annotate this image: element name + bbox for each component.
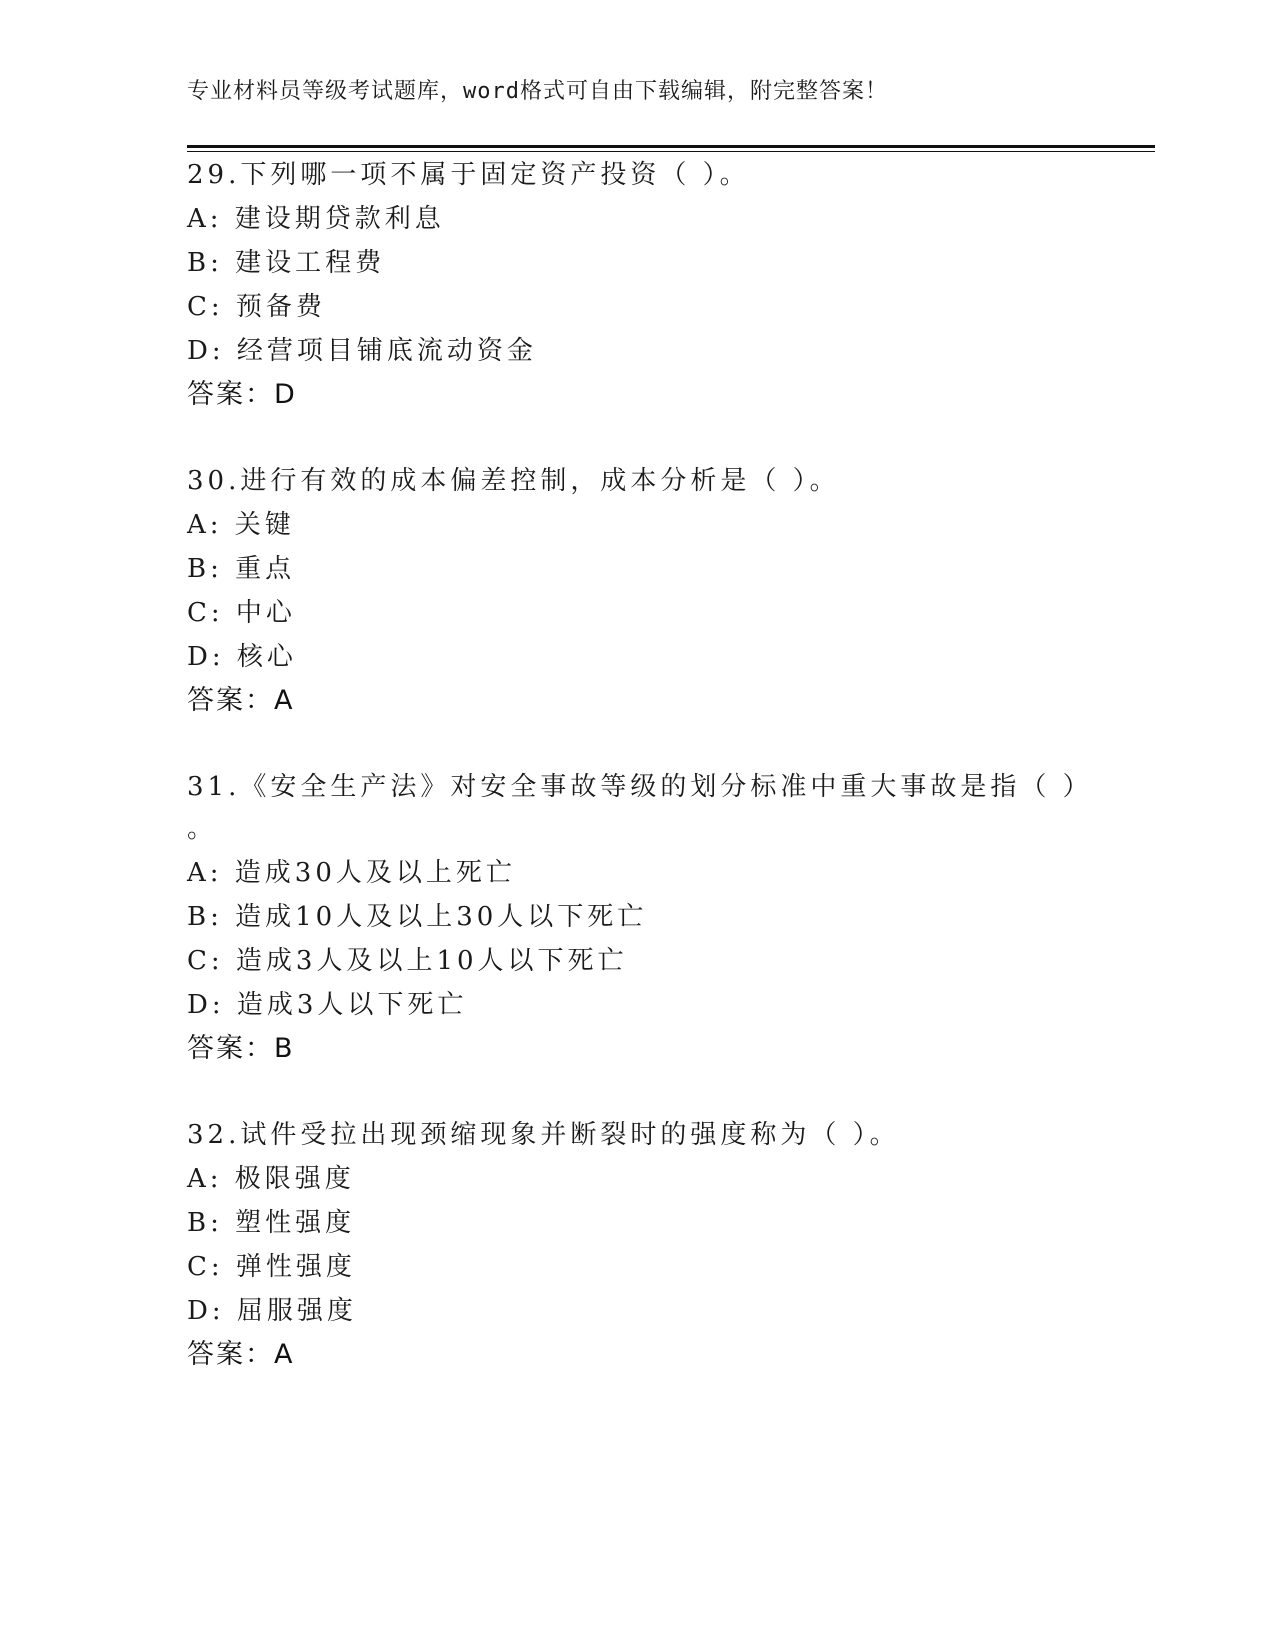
question-31-option-a: A: 造成30人及以上死亡 (187, 858, 516, 888)
question-31-stem-continuation: 。 (187, 814, 218, 844)
question-32-option-a: A: 极限强度 (187, 1164, 355, 1194)
question-29-option-d: D: 经营项目铺底流动资金 (187, 336, 537, 366)
question-32-answer: 答案：A (187, 1339, 295, 1370)
question-31-option-c: C: 造成3人及以上10人以下死亡 (187, 946, 628, 976)
question-29-option-b: B: 建设工程费 (187, 248, 386, 278)
header-divider-thin (187, 151, 1155, 152)
question-29-answer: 答案：D (187, 379, 297, 410)
question-29-option-c: C: 预备费 (187, 292, 326, 322)
question-31-option-d: D: 造成3人以下死亡 (187, 990, 468, 1020)
question-29-stem: 29.下列哪一项不属于固定资产投资（ ）。 (187, 160, 750, 190)
question-30-option-d: D: 核心 (187, 642, 297, 672)
question-30-option-b: B: 重点 (187, 554, 296, 584)
question-30-answer: 答案：A (187, 685, 295, 716)
header-divider-thick (187, 145, 1155, 148)
question-30-option-c: C: 中心 (187, 598, 296, 628)
question-32-stem: 32.试件受拉出现颈缩现象并断裂时的强度称为（ ）。 (187, 1120, 900, 1150)
question-31-stem: 31.《安全生产法》对安全事故等级的划分标准中重大事故是指（ ） (187, 772, 1093, 802)
question-32-option-d: D: 屈服强度 (187, 1296, 357, 1326)
question-30-stem: 30.进行有效的成本偏差控制，成本分析是（ ）。 (187, 466, 840, 496)
question-32-option-b: B: 塑性强度 (187, 1208, 356, 1238)
question-29-option-a: A: 建设期贷款利息 (187, 204, 445, 234)
header-note: 专业材料员等级考试题库，word格式可自由下载编辑，附完整答案！ (187, 79, 888, 104)
question-30-option-a: A: 关键 (187, 510, 295, 540)
question-31-option-b: B: 造成10人及以上30人以下死亡 (187, 902, 648, 932)
question-32-option-c: C: 弹性强度 (187, 1252, 356, 1282)
question-31-answer: 答案：B (187, 1033, 295, 1064)
